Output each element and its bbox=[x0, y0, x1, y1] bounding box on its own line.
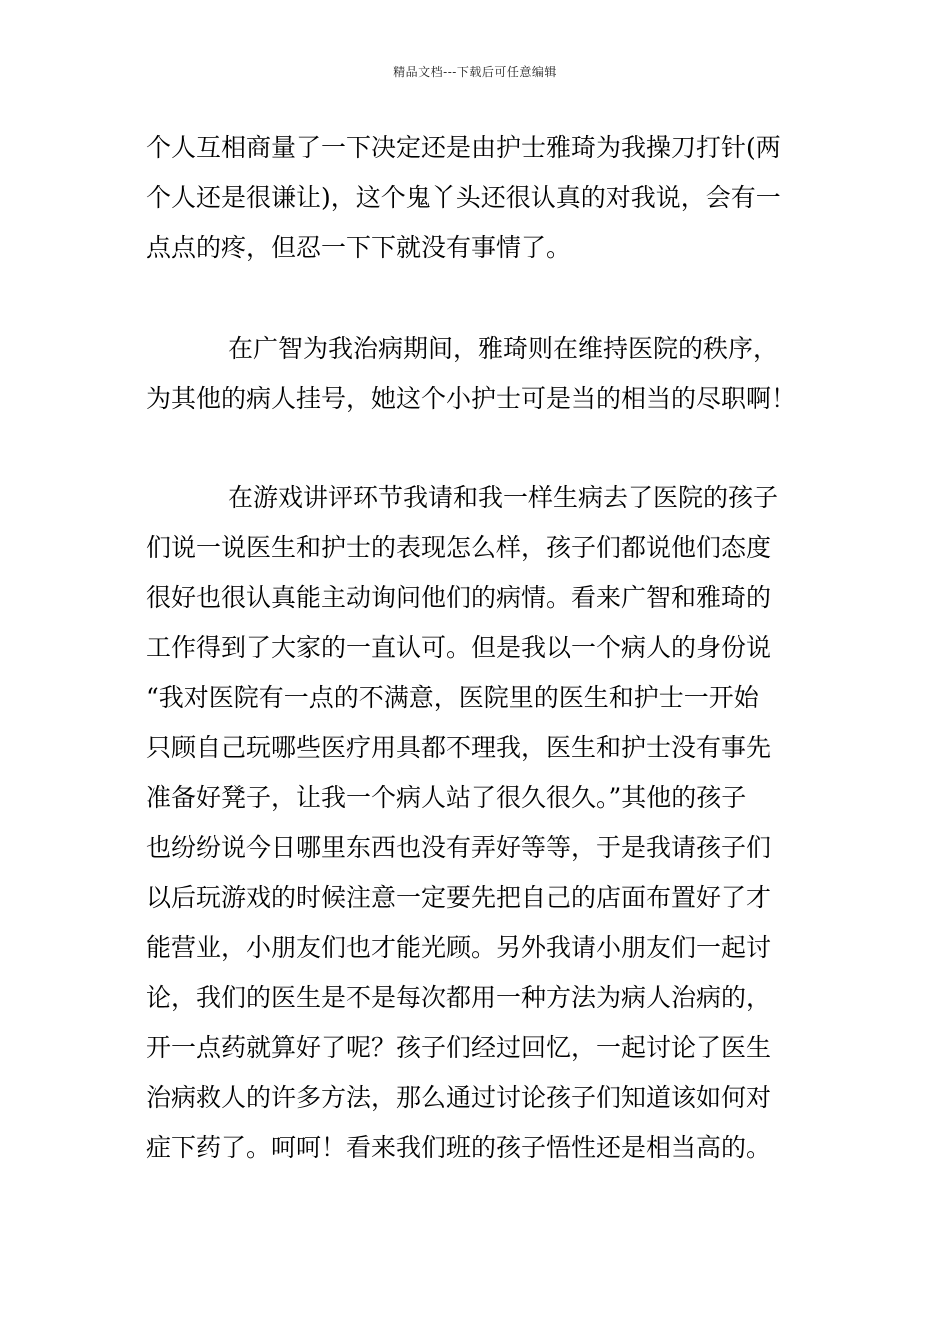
paragraph-line: “我对医院有一点的不满意，医院里的医生和护士一开始 bbox=[146, 683, 759, 712]
paragraph-line: 工作得到了大家的一直认可。但是我以一个病人的身份说 bbox=[146, 633, 772, 662]
paragraph-line: 点点的疼，但忍一下下就没有事情了。 bbox=[146, 233, 572, 262]
paragraph-line: 在游戏讲评环节我请和我一样生病去了医院的孩子 bbox=[228, 483, 779, 512]
paragraph-line: 很好也很认真能主动询问他们的病情。看来广智和雅琦的 bbox=[146, 583, 772, 612]
paragraph-line: 只顾自己玩哪些医疗用具都不理我，医生和护士没有事先 bbox=[146, 733, 772, 762]
paragraph-line: 个人互相商量了一下决定还是由护士雅琦为我操刀打针(两 bbox=[146, 133, 781, 162]
paragraph-line: 们说一说医生和护士的表现怎么样，孩子们都说他们态度 bbox=[146, 533, 772, 562]
paragraph-line: 个人还是很谦让)，这个鬼丫头还很认真的对我说，会有一 bbox=[146, 183, 781, 212]
paragraph-line: 为其他的病人挂号，她这个小护士可是当的相当的尽职啊！ bbox=[146, 384, 797, 413]
paragraph-line: 准备好凳子，让我一个病人站了很久很久。”其他的孩子 bbox=[146, 783, 747, 812]
paragraph-line: 论，我们的医生是不是每次都用一种方法为病人治病的， bbox=[146, 983, 772, 1012]
paragraph-line: 治病救人的许多方法，那么通过讨论孩子们知道该如何对 bbox=[146, 1083, 772, 1112]
paragraph-line: 开一点药就算好了呢？孩子们经过回忆，一起讨论了医生 bbox=[146, 1033, 772, 1062]
paragraph-line: 在广智为我治病期间，雅琦则在维持医院的秩序， bbox=[228, 334, 779, 363]
page-header: 精品文档---下载后可任意编辑 bbox=[393, 65, 557, 79]
paragraph-line: 症下药了。呵呵！看来我们班的孩子悟性还是相当高的。 bbox=[146, 1133, 772, 1162]
paragraph-line: 能营业，小朋友们也才能光顾。另外我请小朋友们一起讨 bbox=[146, 933, 772, 962]
paragraph-line: 也纷纷说今日哪里东西也没有弄好等等，于是我请孩子们 bbox=[146, 833, 772, 862]
paragraph-line: 以后玩游戏的时候注意一定要先把自己的店面布置好了才 bbox=[146, 883, 772, 912]
